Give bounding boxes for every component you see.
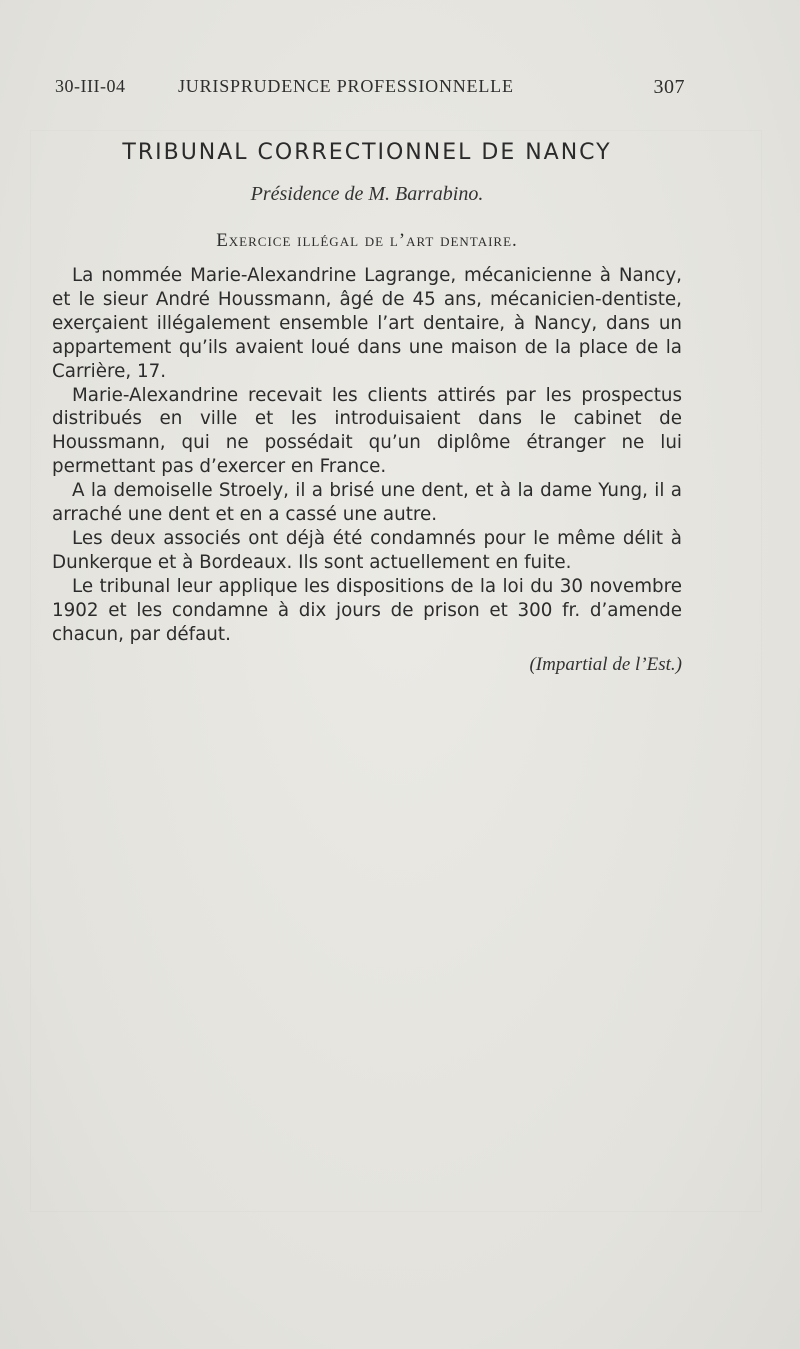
article-body [52,264,682,647]
article-source: (Impartial de l’Est.) [529,654,682,675]
article-title: TRIBUNAL CORRECTIONNEL DE NANCY [122,140,612,165]
paragraph: A la demoiselle Stroely, il a brisé une dent, et à la dame Yung, il a arraché une dent et en a cassé une autre. [52,480,682,526]
running-head [55,76,685,106]
paragraph: Marie-Alexandrine recevait les clients attirés par les prospectus distribués en ville et les introduisaient dans le cabinet de Houssmann, qui ne possédait qu’un diplôme étranger ne lui permettant pas d’exercer en France. [52,384,682,478]
article-subheading: Exercice illégal de l’art dentaire. [216,230,518,251]
page-number: 307 [653,76,685,98]
paragraph: Le tribunal leur applique les dispositions de la loi du 30 novembre 1902 et les condamne à dix jours de prison et 300 fr. d’amende chacun, par défaut. [52,575,682,645]
paragraph: La nommée Marie-Alexandrine Lagrange, mécanicienne à Nancy, et le sieur André Houssmann, âgé de 45 ans, mécanicien-dentiste, exerçaient illégalement ensemble l’art dentaire, à Nancy, dans un appartement qu’ils avaient loué dans une maison de la place de la Carrière, 17. [52,265,682,382]
running-head-date: 30-III-04 [55,76,126,96]
article-presidence: Présidence de M. Barrabino. [250,183,484,205]
running-head-title: JURISPRUDENCE PROFESSIONNELLE [178,76,514,96]
paragraph: Les deux associés ont déjà été condamnés pour le même délit à Dunkerque et à Bordeaux. Ils sont actuellement en fuite. [52,527,682,573]
